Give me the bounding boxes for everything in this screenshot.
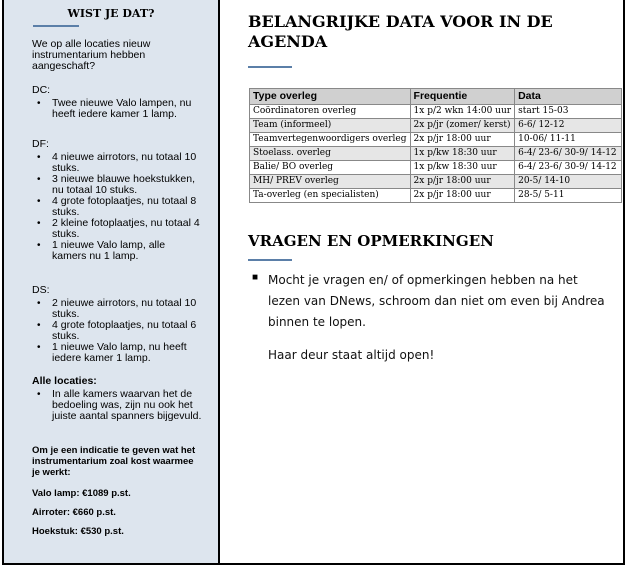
list-item: • Twee nieuwe Valo lampen, nu heeft iedere kamer 1 lamp. (32, 98, 202, 120)
price-airroter: Airroter: €660 p.st. (32, 507, 116, 518)
section-df-heading: DF: (32, 138, 49, 150)
table-cell: Teamvertegenwoordigers overleg (250, 133, 411, 147)
table-cell: 1x p/kw 18:30 uur (410, 147, 515, 161)
list-item: • 3 nieuwe blauwe hoekstukken, nu totaal 10 stuks. (32, 174, 202, 196)
section-df (32, 139, 202, 262)
table-header-type: Type overleg (250, 89, 411, 105)
list-item: • 1 nieuwe Valo lamp, nu heeft iedere kamer 1 lamp. (32, 342, 202, 364)
table-cell: Coördinatoren overleg (250, 105, 411, 119)
table-cell: 2x p/jr 18:00 uur (410, 189, 515, 203)
sidebar-title: WIST JE DAT? (67, 7, 155, 20)
table-row (250, 119, 622, 133)
section-ds-heading: DS: (32, 284, 50, 296)
table-cell: 6-6/ 12-12 (515, 119, 622, 133)
agenda-title-rule (248, 66, 292, 68)
table-row (250, 147, 622, 161)
table-header-row (250, 89, 622, 105)
table-header-frequency: Frequentie (410, 89, 515, 105)
square-bullet-icon: ■ (252, 272, 259, 283)
section-ds (32, 285, 202, 364)
table-cell: 28-5/ 5-11 (515, 189, 622, 203)
sidebar-title-rule (33, 25, 79, 27)
table-row (250, 105, 622, 119)
table-cell: Stoelass. overleg (250, 147, 411, 161)
section-all-locations (32, 376, 202, 422)
price-indication-intro: Om je een indicatie te geven wat het instrumentarium zoal kost waarmee je werkt: (32, 445, 196, 478)
list-item: • 2 nieuwe airrotors, nu totaal 10 stuks. (32, 298, 202, 320)
questions-closing-line: Haar deur staat altijd open! (268, 348, 435, 362)
main-content (222, 0, 622, 563)
table-cell: 6-4/ 23-6/ 30-9/ 14-12 (515, 161, 622, 175)
list-item: • 4 grote fotoplaatjes, nu totaal 6 stuks. (32, 320, 202, 342)
table-cell: 2x p/jr 18:00 uur (410, 133, 515, 147)
questions-text: Mocht je vragen en/ of opmerkingen hebben na het lezen van DNews, schroom dan niet om even bij Andrea binnen te lopen. (268, 273, 605, 329)
table-cell: Ta-overleg (en specialisten) (250, 189, 411, 203)
table-cell: 6-4/ 23-6/ 30-9/ 14-12 (515, 147, 622, 161)
section-all-heading: Alle locaties: (32, 375, 97, 387)
table-cell: 2x p/jr 18:00 uur (410, 175, 515, 189)
table-cell: 20-5/ 14-10 (515, 175, 622, 189)
table-cell: start 15-03 (515, 105, 622, 119)
list-item: • 4 nieuwe airrotors, nu totaal 10 stuks. (32, 152, 202, 174)
section-dc-heading: DC: (32, 84, 51, 96)
list-item: • 4 grote fotoplaatjes, nu totaal 8 stuks. (32, 196, 202, 218)
price-valo-lamp: Valo lamp: €1089 p.st. (32, 488, 131, 499)
sidebar-did-you-know (2, 0, 220, 563)
price-hoekstuk: Hoekstuk: €530 p.st. (32, 526, 124, 537)
table-row (250, 189, 622, 203)
table-cell: 1x p/kw 18:30 uur (410, 161, 515, 175)
questions-title: VRAGEN EN OPMERKINGEN (248, 232, 494, 250)
table-header-data: Data (515, 89, 622, 105)
list-item: • 2 kleine fotoplaatjes, nu totaal 4 stuks. (32, 218, 202, 240)
agenda-title: BELANGRIJKE DATA VOOR IN DE AGENDA (248, 12, 553, 51)
table-cell: 1x p/2 wkn 14:00 uur (410, 105, 515, 119)
table-cell: MH/ PREV overleg (250, 175, 411, 189)
table-cell: Team (informeel) (250, 119, 411, 133)
questions-title-rule (248, 259, 292, 261)
table-row (250, 133, 622, 147)
table-cell: Balie/ BO overleg (250, 161, 411, 175)
agenda-table (249, 88, 622, 203)
list-item: • 1 nieuwe Valo lamp, alle kamers nu 1 lamp. (32, 240, 202, 262)
table-row (250, 175, 622, 189)
table-cell: 10-06/ 11-11 (515, 133, 622, 147)
list-item: • In alle kamers waarvan het de bedoeling was, zijn nu ook het juiste aantal spanners bijgevuld. (32, 389, 202, 422)
table-row (250, 161, 622, 175)
table-cell: 2x p/jr (zomer/ kerst) (410, 119, 515, 133)
section-dc (32, 85, 202, 120)
sidebar-intro: We op alle locaties nieuw instrumentarium hebben aangeschaft? (32, 38, 151, 72)
